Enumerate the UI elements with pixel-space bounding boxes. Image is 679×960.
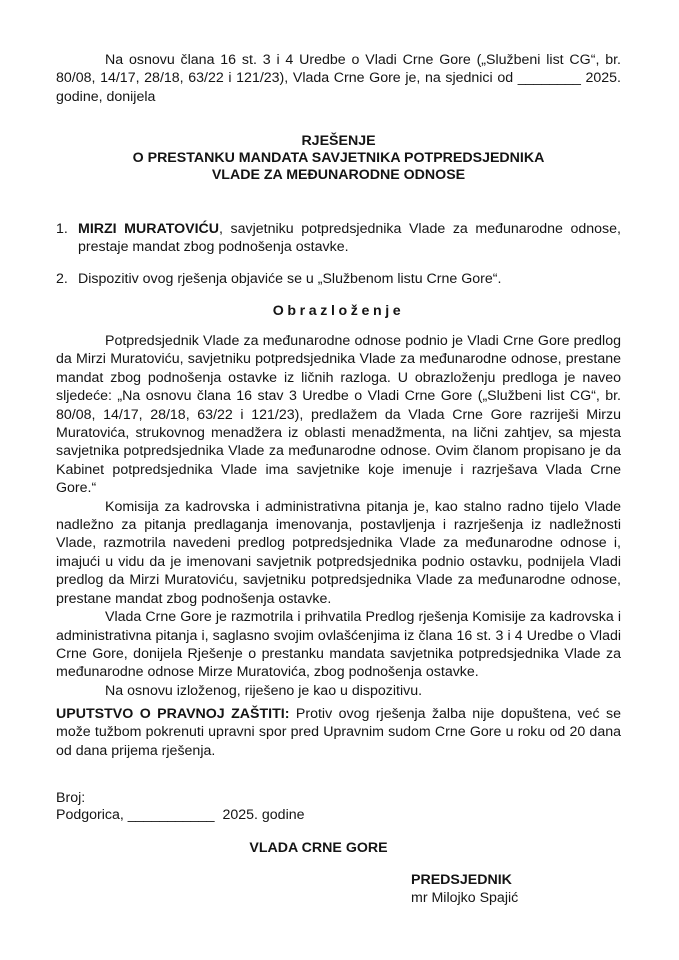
legal-remedy-paragraph — [56, 705, 621, 760]
place-date: Podgorica, ___________ 2025. godine — [56, 807, 305, 823]
dispositive-item-1-name: MIRZI MURATOVIĆU — [78, 221, 220, 237]
dispositive-item-1-number: 1. — [56, 221, 68, 237]
reasoning-paragraph-4: Na osnovu izloženog, riješeno je kao u dispozitivu. — [105, 682, 423, 699]
dispositive-item-1 — [56, 220, 621, 257]
dispositive-item-2-number: 2. — [56, 271, 68, 287]
title-line-1: RJEŠENJE — [301, 133, 376, 149]
dispositive-item-2-text: Dispozitiv ovog rješenja objaviće se u „Službenom listu Crne Gore“. — [78, 271, 502, 287]
reasoning-body — [56, 332, 621, 700]
dispositive-item-2 — [56, 270, 621, 288]
reasoning-heading: Obrazloženje — [272, 303, 405, 319]
legal-remedy-label: UPUTSTVO O PRAVNOJ ZAŠTITI: — [56, 706, 290, 722]
document-number: Broj: — [56, 790, 86, 806]
reasoning-paragraph-3: Vlada Crne Gore je razmotrila i prihvatila Predlog rješenja Komisije za kadrovska i administrativna pitanja i, saglasno svojim ovlašćenjima iz člana 16 st. 3 i 4 Uredbe o Vladi Crne Gore, donijela Rješenje o prestanku mandata savjetnika potpredsjednika Vlade za međunarodne odnose Mirze Muratovića, zbog podnošenja ostavke. — [56, 609, 621, 681]
reasoning-paragraph-2: Komisija za kadrovska i administrativna pitanja je, kao stalno radno tijelo Vlade nadležno za pitanja predlaganja imenovanja, postavljenja i razrješenja iz nadležnosti Vlade, razmotrila navedeni predlog potpredsjednika Vlade za međunarodne odnose i, imajući u vidu da je imenovani savjetnik potpredsjednika podnio ostavku, podnijela Vladi predlog da Mirzi Muratoviću, savjetniku potpredsjednika Vlade za međunarodne odnose, prestane mandat zbog podnošenja ostavke. — [56, 498, 621, 607]
reasoning-paragraph-1: Potpredsjednik Vlade za međunarodne odnose podnio je Vladi Crne Gore predlog da Mirzi Muratoviću, savjetniku potpredsjednika Vlade za međunarodne odnose, prestane mandat zbog podnošenja ostavke iz ličnih razloga. U obrazloženju predloga je naveo sljedeće: „Na osnovu člana 16 stav 3 Uredbe o Vladi Crne Gore („Službeni list CG“, br. 80/08, 14/17, 28/18, 63/22 i 121/23), predlažem da Vlada Crne Gore razriješi Mirzu Muratovića, strukovnog menadžera iz oblasti menadžmenta, na lični zahtjev, sa mjesta savjetnika potpredsjednika Vlade za međunarodne odnose. Ovim članom propisano je da Kabinet potpredsjednika Vlade ima savjetnike koje imenuje i razrješava Vlada Crne Gore.“ — [56, 333, 621, 497]
signatory-title: PREDSJEDNIK — [411, 872, 512, 888]
legal-remedy-text: Protiv ovog rješenja žalba nije dopuštena, već se može tužbom pokrenuti upravni spor pred Upravnim sudom Crne Gore u roku od 20 dana od dana prijema rješenja. — [56, 706, 621, 759]
signatory-name: mr Milojko Spajić — [411, 890, 519, 906]
preamble-paragraph: Na osnovu člana 16 st. 3 i 4 Uredbe o Vladi Crne Gore („Službeni list CG“, br. 80/08, 14/17, 28/18, 63/22 i 121/23), Vlada Crne Gore je, na sjednici od ________ 2025. godine, donijela — [56, 52, 621, 105]
document-title — [56, 133, 621, 183]
issuer: VLADA CRNE GORE — [249, 840, 388, 856]
title-line-3: VLADE ZA MEĐUNARODNE ODNOSE — [211, 166, 466, 183]
dispositive-item-1-text: , savjetniku potpredsjednika Vlade za međunarodne odnose, prestaje mandat zbog podnošenja ostavke. — [78, 221, 621, 256]
title-line-2: O PRESTANKU MANDATA SAVJETNIKA POTPREDSJEDNIKA — [132, 149, 545, 166]
